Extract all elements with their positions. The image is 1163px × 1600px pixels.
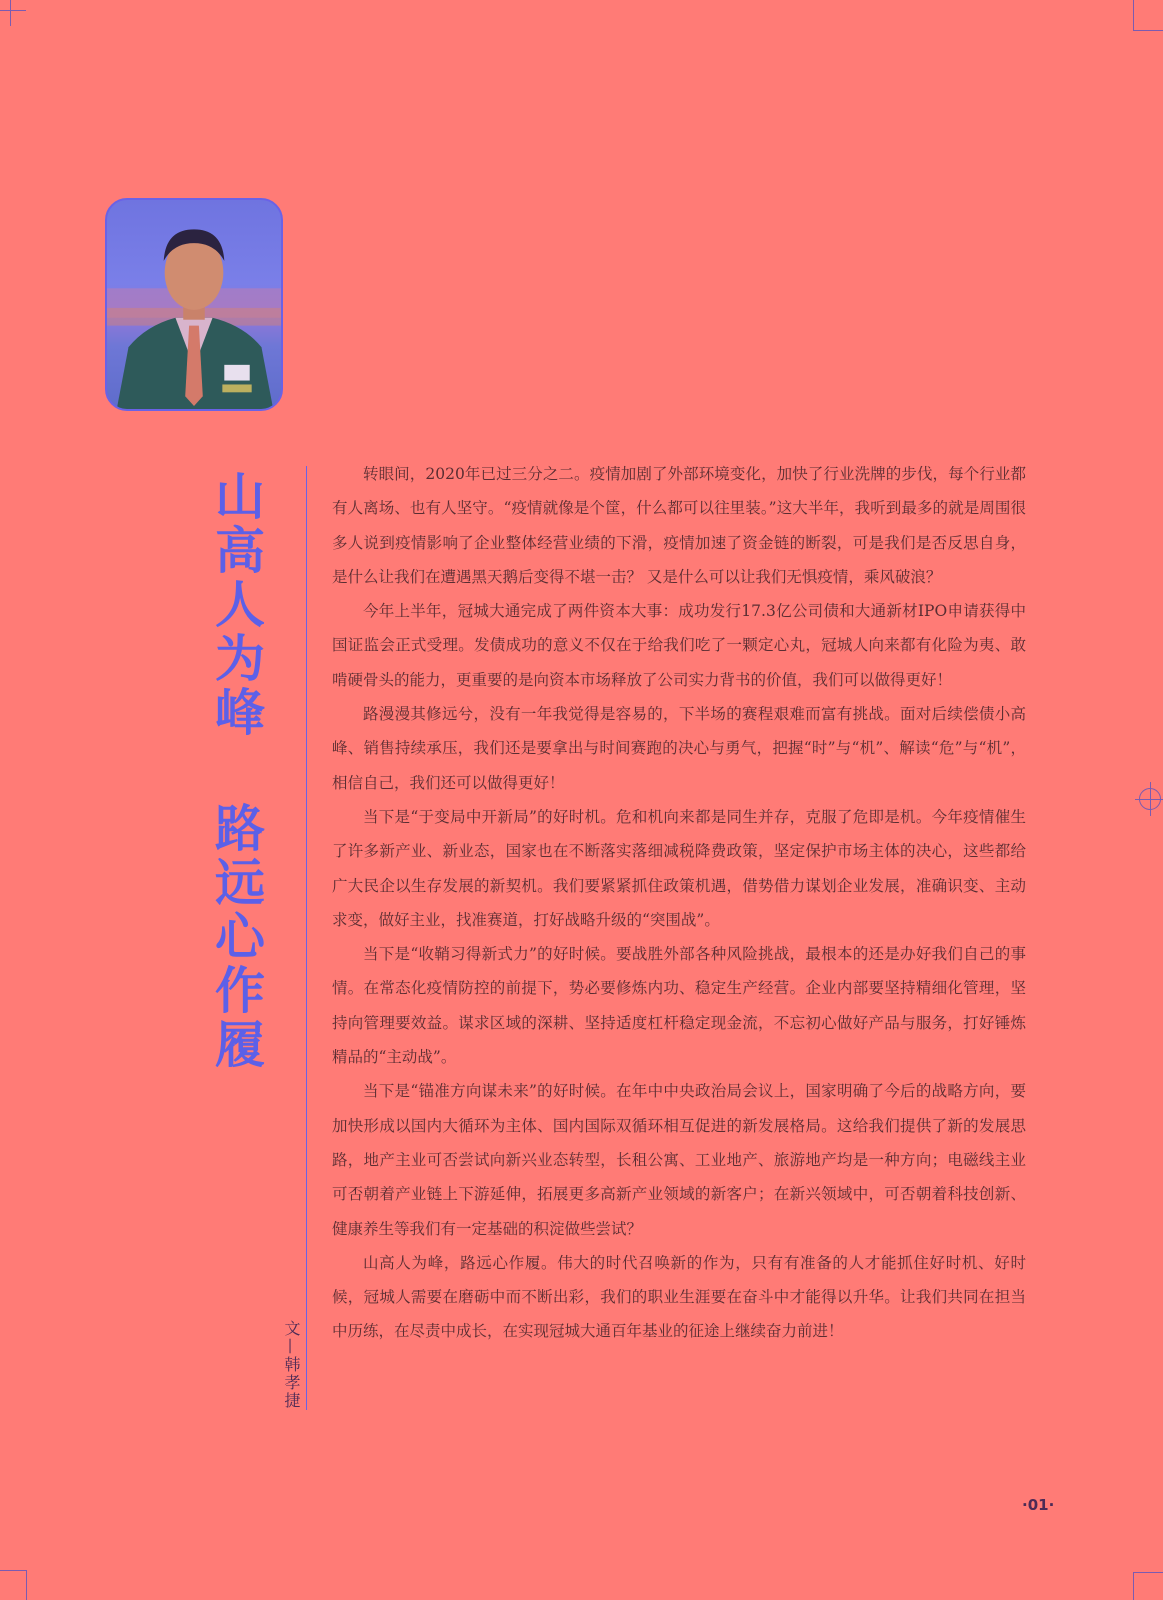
vertical-divider	[306, 466, 307, 1410]
paragraph-6: 当下是“锚准方向谋未来”的好时候。在年中中央政治局会议上，国家明确了今后的战略方向，要加快形成以国内大循环为主体、国内国际双循环相互促进的新发展格局。这给我们提供了新的发展思路，地产主业可否尝试向新兴业态转型，长租公寓、工业地产、旅游地产均是一种方向；电磁线主业可否朝着产业链上下游延伸，拓展更多高新产业领域的新客户；在新兴领域中，可否朝着科技创新、健康养生等我们有一定基础的积淀做些尝试？	[332, 1082, 1026, 1238]
crop-mark-top-left	[0, 10, 26, 11]
crop-mark-bottom-left-v	[26, 1570, 27, 1600]
crop-mark-top-right	[1133, 30, 1163, 31]
article-body	[332, 457, 1026, 1349]
paragraph-7: 山高人为峰，路远心作履。伟大的时代召唤新的作为，只有有准备的人才能抓住好时机、好时候，冠城人需要在磨砺中而不断出彩，我们的职业生涯要在奋斗中才能得以升华。让我们共同在担当中历练，在尽责中成长，在实现冠城大通百年基业的征途上继续奋力前进！	[332, 1253, 1026, 1341]
crop-mark-bottom-right	[1133, 1572, 1163, 1573]
registration-mark-v	[1150, 782, 1151, 816]
paragraph-5: 当下是“收鞘习得新式力”的好时候。要战胜外部各种风险挑战，最根本的还是办好我们自己的事情。在常态化疫情防控的前提下，势必要修炼内功、稳定生产经营。企业内部要坚持精细化管理，坚持向管理要效益。谋求区域的深耕、坚持适度杠杆稳定现金流，不忘初心做好产品与服务，打好锤炼精品的“主动战”。	[332, 945, 1026, 1067]
paragraph-4: 当下是“于变局中开新局”的好时机。危和机向来都是同生并存，克服了危即是机。今年疫情催生了许多新产业、新业态，国家也在不断落实落细减税降费政策，坚定保护市场主体的决心，这些都给广大民企以生存发展的新契机。我们要紧紧抓住政策机遇，借势借力谋划企业发展，准确识变、主动求变，做好主业，找准赛道，打好战略升级的“突围战”。	[332, 807, 1026, 929]
author-byline: 文—韩孝捷	[282, 1320, 301, 1410]
title-line-2: 路远心作履	[207, 802, 265, 1072]
registration-mark-h	[1135, 799, 1163, 800]
crop-mark-top-left-v	[10, 0, 11, 26]
vertical-title	[206, 470, 266, 1072]
paragraph-2: 今年上半年，冠城大通完成了两件资本大事：成功发行17.3亿公司债和大通新材IPO申请获得中国证监会正式受理。发债成功的意义不仅在于给我们吃了一颗定心丸，冠城人向来都有化险为夷、敢啃硬骨头的能力，更重要的是向资本市场释放了公司实力背书的价值，我们可以做得更好！	[332, 602, 1026, 689]
title-line-1: 山高人为峰	[207, 470, 265, 740]
page-number: ·01·	[1022, 1496, 1055, 1514]
portrait-photo-icon	[107, 200, 281, 409]
crop-mark-bottom-left	[0, 1570, 26, 1571]
paragraph-1: 转眼间，2020年已过三分之二。疫情加剧了外部环境变化，加快了行业洗牌的步伐，每个行业都有人离场、也有人坚守。“疫情就像是个筐，什么都可以往里装。”这大半年，我听到最多的就是周围很多人说到疫情影响了企业整体经营业绩的下滑，疫情加速了资金链的断裂，可是我们是否反思自身，是什么让我们在遭遇黑天鹅后变得不堪一击？ 又是什么可以让我们无惧疫情，乘风破浪？	[332, 465, 1026, 586]
paragraph-3: 路漫漫其修远兮，没有一年我觉得是容易的，下半场的赛程艰难而富有挑战。面对后续偿债小高峰、销售持续承压，我们还是要拿出与时间赛跑的决心与勇气，把握“时”与“机”、解读“危”与“机”，相信自己，我们还可以做得更好！	[332, 705, 1026, 792]
author-portrait	[105, 198, 283, 411]
crop-mark-top-right-v	[1133, 0, 1134, 30]
crop-mark-bottom-right-v	[1133, 1572, 1134, 1600]
